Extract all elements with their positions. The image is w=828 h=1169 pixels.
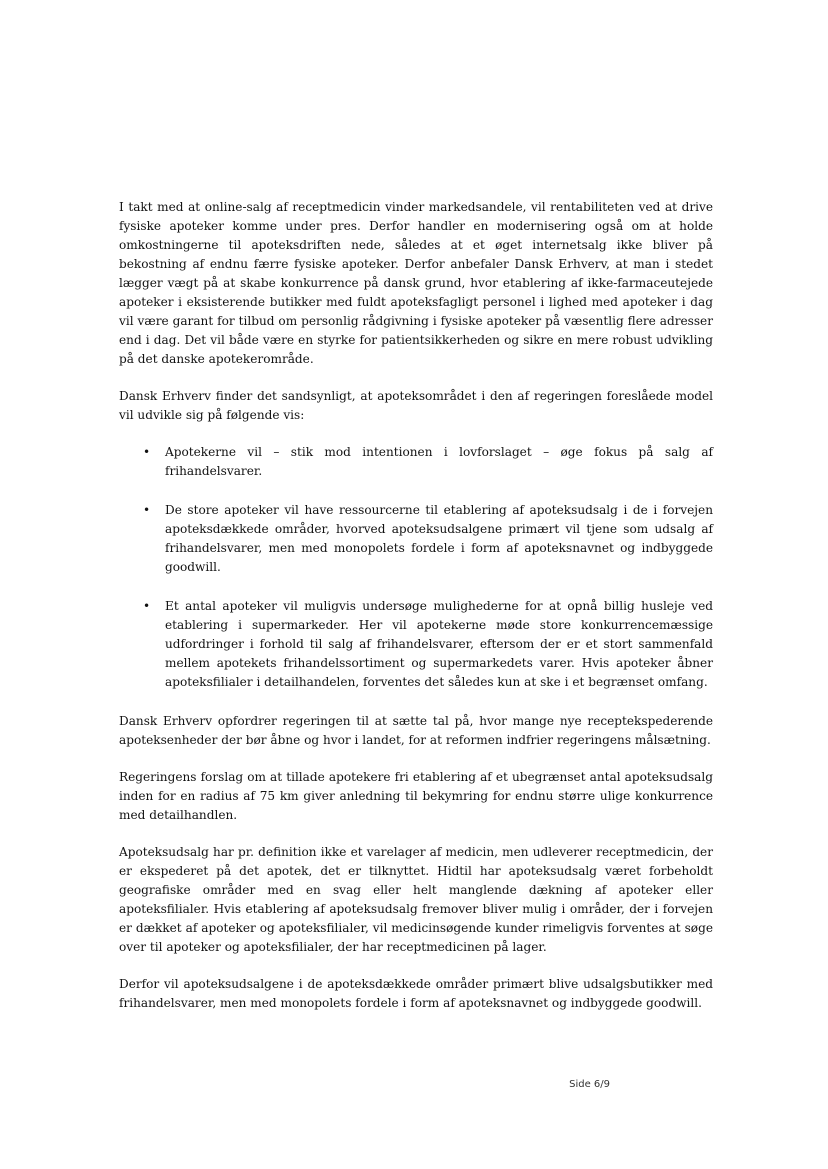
page-number: Side 6/9 — [569, 1079, 610, 1090]
paragraph-outlet-definition: Apoteksudsalg har pr. definition ikke et varelager af medicin, men udleverer receptmedicin, der er ekspederet på det apotek, det er tilknyttet. Hidtil har apoteksudsalg været forbeholdt geografiske områder med en svag eller helt manglende dækning af apoteker eller apoteksfilialer. Hvis etablering af apoteksudsalg fremover bliver mulig i områder, der i forvejen er dækket af apoteker og apoteksfilialer, vil medicinsøgende kunder rimeligvis forventes at søge over til apoteker og apoteksfilialer, der har receptmedicinen på lager. — [119, 845, 713, 954]
paragraph-online-sales: I takt med at online-salg af receptmedicin vinder markedsandele, vil rentabiliteten ved at drive fysiske apoteker komme under pres. Derfor handler en modernisering også om at holde omkostningerne til apoteksdriften nede, således at et øget internetsalg ikke bliver på bekostning af endnu færre fysiske apoteker. Derfor anbefaler Dansk Erhverv, at man i stedet lægger vægt på at skabe konkurrence på dansk grund, hvor etablering af ikke-farmaceutejede apoteker i eksisterende butikker med fuldt apoteksfagligt personel i lighed med apoteker i dag vil være garant for tilbud om personlig rådgivning i fysiske apoteker på væsentlig flere adresser end i dag. Det vil både være en styrke for patientsikkerheden og sikre en mere robust udvikling på det danske apotekerområde. — [119, 200, 713, 366]
bullet-item-focus: • Apotekerne vil – stik mod intentionen i lovforslaget – øge fokus på salg af frihandelsvarer. — [119, 443, 713, 481]
paragraph-development-intro: Dansk Erhverv finder det sandsynligt, at apoteksområdet i den af regeringen foreslåede model vil udvikle sig på følgende vis: — [119, 389, 713, 422]
paragraph-conclusion: Derfor vil apoteksudsalgene i de apoteksdækkede områder primært blive udsalgsbutikker med frihandelsvarer, men med monopolets fordele i form af apoteksnavnet og indbyggede goodwill. — [119, 977, 713, 1010]
development-bullet-list — [119, 443, 713, 692]
body-text — [119, 198, 713, 1031]
paragraph-free-establishment: Regeringens forslag om at tillade apotekere fri etablering af et ubegrænset antal apoteksudsalg inden for en radius af 75 km giver anledning til bekymring for endnu større ulige konkurrence med detailhandlen. — [119, 770, 713, 822]
bullet-item-large-pharmacies: • De store apoteker vil have ressourcerne til etablering af apoteksudsalg i de i forvejen apoteksdækkede områder, hvorved apoteksudsalgene primært vil tjene som udsalg af frihandelsvarer, men med monopolets fordele i form af apoteksnavnet og indbyggede goodwill. — [119, 501, 713, 577]
bullet-item-supermarkets: • Et antal apoteker vil muligvis undersøge mulighederne for at opnå billig husleje ved etablering i supermarkeder. Her vil apotekerne møde store konkurrencemæssige udfordringer i forhold til salg af frihandelsvarer, eftersom der er et stort sammenfald mellem apotekets frihandelssortiment og supermarkedets varer. Hvis apoteker åbner apoteksfilialer i detailhandelen, forventes det således kun at ske i et begrænset omfang. — [119, 597, 713, 692]
paragraph-call-to-government: Dansk Erhverv opfordrer regeringen til at sætte tal på, hvor mange nye receptekspederende apoteksenheder der bør åbne og hvor i landet, for at reformen indfrier regeringens målsætning. — [119, 714, 713, 747]
